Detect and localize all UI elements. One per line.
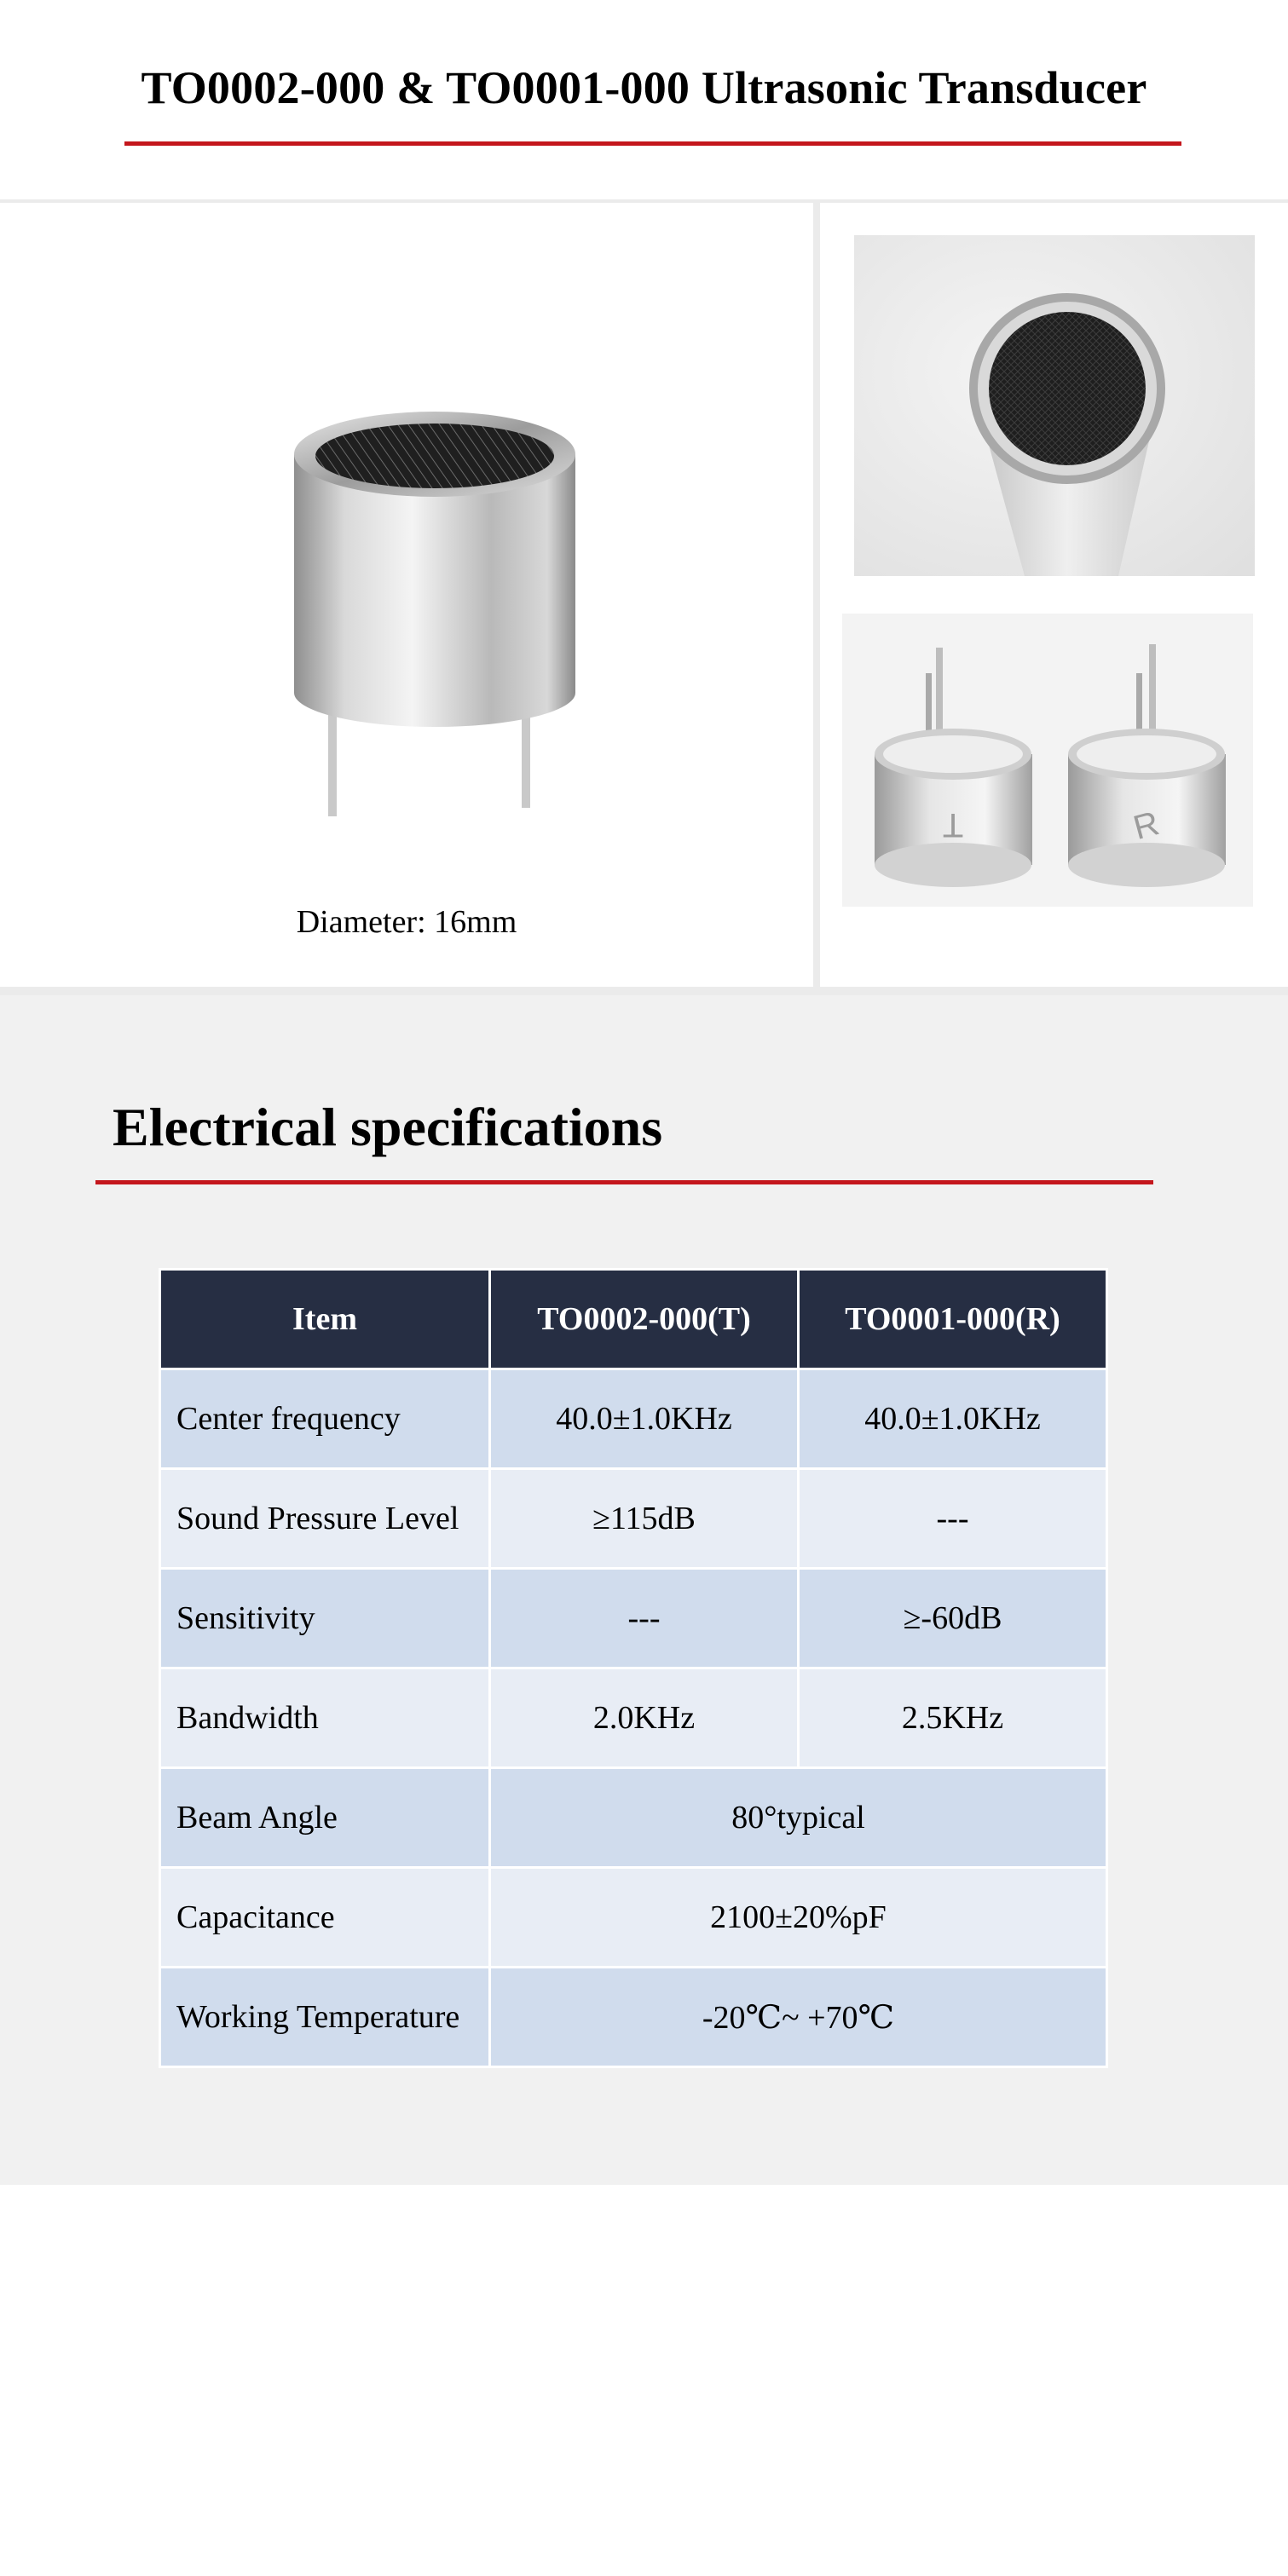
row-item: Sensitivity xyxy=(160,1569,490,1668)
t-value: 2.0KHz xyxy=(490,1668,799,1768)
table-row xyxy=(160,1369,1107,1469)
transducer-pair-image xyxy=(842,614,1253,907)
shared-value: -20℃~ +70℃ xyxy=(490,1968,1107,2067)
t-value: ≥115dB xyxy=(490,1469,799,1569)
main-product-panel xyxy=(0,203,813,987)
table-row xyxy=(160,1469,1107,1569)
row-item: Capacitance xyxy=(160,1868,490,1968)
table-header-row xyxy=(160,1270,1107,1369)
page-title: TO0002-000 & TO0001-000 Ultrasonic Transducer xyxy=(141,62,1147,113)
diameter-caption: Diameter: 16mm xyxy=(296,904,517,940)
title-underline xyxy=(124,141,1181,146)
shared-value: 2100±20%pF xyxy=(490,1868,1107,1968)
r-marking: R xyxy=(1129,804,1164,848)
transducer-front-image xyxy=(854,235,1255,576)
section-title: Electrical specifications xyxy=(113,1097,663,1157)
row-item: Working Temperature xyxy=(160,1968,490,2067)
t-value: 40.0±1.0KHz xyxy=(490,1369,799,1469)
section-underline xyxy=(95,1180,1153,1184)
table-row xyxy=(160,1868,1107,1968)
row-item: Beam Angle xyxy=(160,1768,490,1868)
spec-table xyxy=(159,1268,1108,2068)
column-header: Item xyxy=(160,1270,490,1369)
r-value: 2.5KHz xyxy=(799,1668,1107,1768)
table-row xyxy=(160,1968,1107,2067)
t-value: --- xyxy=(490,1569,799,1668)
transducer-main-image xyxy=(281,407,588,825)
table-row xyxy=(160,1668,1107,1768)
column-header: TO0002-000(T) xyxy=(490,1270,799,1369)
table-row xyxy=(160,1569,1107,1668)
r-value: 40.0±1.0KHz xyxy=(799,1369,1107,1469)
product-gallery xyxy=(0,199,1288,995)
t-marking: T xyxy=(942,806,964,844)
row-item: Bandwidth xyxy=(160,1668,490,1768)
row-item: Sound Pressure Level xyxy=(160,1469,490,1569)
r-value: ≥-60dB xyxy=(799,1569,1107,1668)
row-item: Center frequency xyxy=(160,1369,490,1469)
table-row xyxy=(160,1768,1107,1868)
shared-value: 80°typical xyxy=(490,1768,1107,1868)
side-images-panel xyxy=(820,203,1288,987)
electrical-specifications-section xyxy=(0,995,1288,2185)
column-header: TO0001-000(R) xyxy=(799,1270,1107,1369)
r-value: --- xyxy=(799,1469,1107,1569)
page-header xyxy=(0,0,1288,199)
